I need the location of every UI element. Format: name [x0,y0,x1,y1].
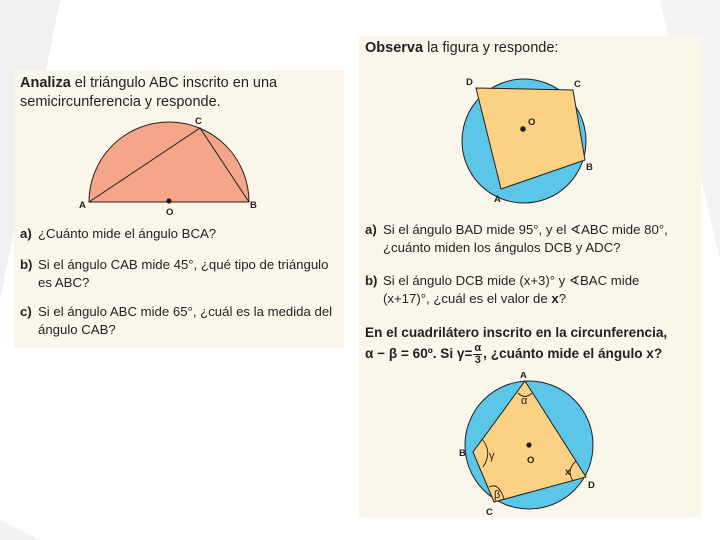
center-point [520,126,526,132]
label-B: B [250,200,257,211]
inscribed-quadrilateral-figure [454,74,604,216]
label-C: C [195,116,202,127]
fraction-alpha-over-3: $\frac{\alpha}{3}$ [474,342,482,366]
right-heading-rest: la figura y responde: [423,40,559,56]
label-A: A [520,372,527,381]
left-heading-line2: semicircunferencia y responde. [20,94,221,110]
label-A: A [79,200,86,211]
center-point [166,198,171,203]
angle-x-label: x [565,467,571,478]
inscribed-quadrilateral-angles-figure [449,372,609,517]
left-question-c: c) Si el ángulo ABC mide 65°, ¿cuál es la medida del ángulo CAB? [20,304,333,337]
semicircle-figure [74,114,264,220]
label-B: B [586,162,593,173]
left-question-a: a) ¿Cuánto mide el ángulo BCA? [20,226,217,241]
angle-gamma-label: γ [489,450,495,462]
label-D: D [588,480,595,491]
label-A: A [494,194,501,205]
left-heading-bold: Analiza [20,75,71,91]
angle-alpha-label: α [521,395,528,407]
left-exercise-panel [14,70,344,348]
label-C: C [486,507,493,517]
right-heading [365,39,695,58]
label-D: D [466,77,473,88]
problem-statement: En el cuadrilátero inscrito en la circunferencia, α − β = 60º. Si γ= $\frac{\alpha}{3}$ , ¿cuánto mide el ángulo x? [365,325,668,366]
label-O: O [166,207,174,218]
label-O: O [528,117,536,128]
label-B: B [459,448,466,459]
label-C: C [574,79,581,90]
right-exercise-panel [359,36,701,517]
right-question-b: b) Si el ángulo DCB mide (x+3)° y ∢BAC mide (x+17)°, ¿cuál es el valor de x? [365,273,640,306]
label-O: O [527,455,535,466]
left-heading [20,74,340,112]
center-point [526,442,531,447]
right-heading-bold: Observa [365,40,424,56]
angle-beta-label: β [494,489,501,501]
left-heading-rest: el triángulo ABC inscrito en una [70,75,278,91]
left-question-b: b) Si el ángulo CAB mide 45°, ¿qué tipo de triángulo es ABC? [20,257,329,290]
right-question-a: a) Si el ángulo BAD mide 95°, y el ∢ABC mide 80°, ¿cuánto miden los ángulos DCB y ADC? [365,222,668,255]
